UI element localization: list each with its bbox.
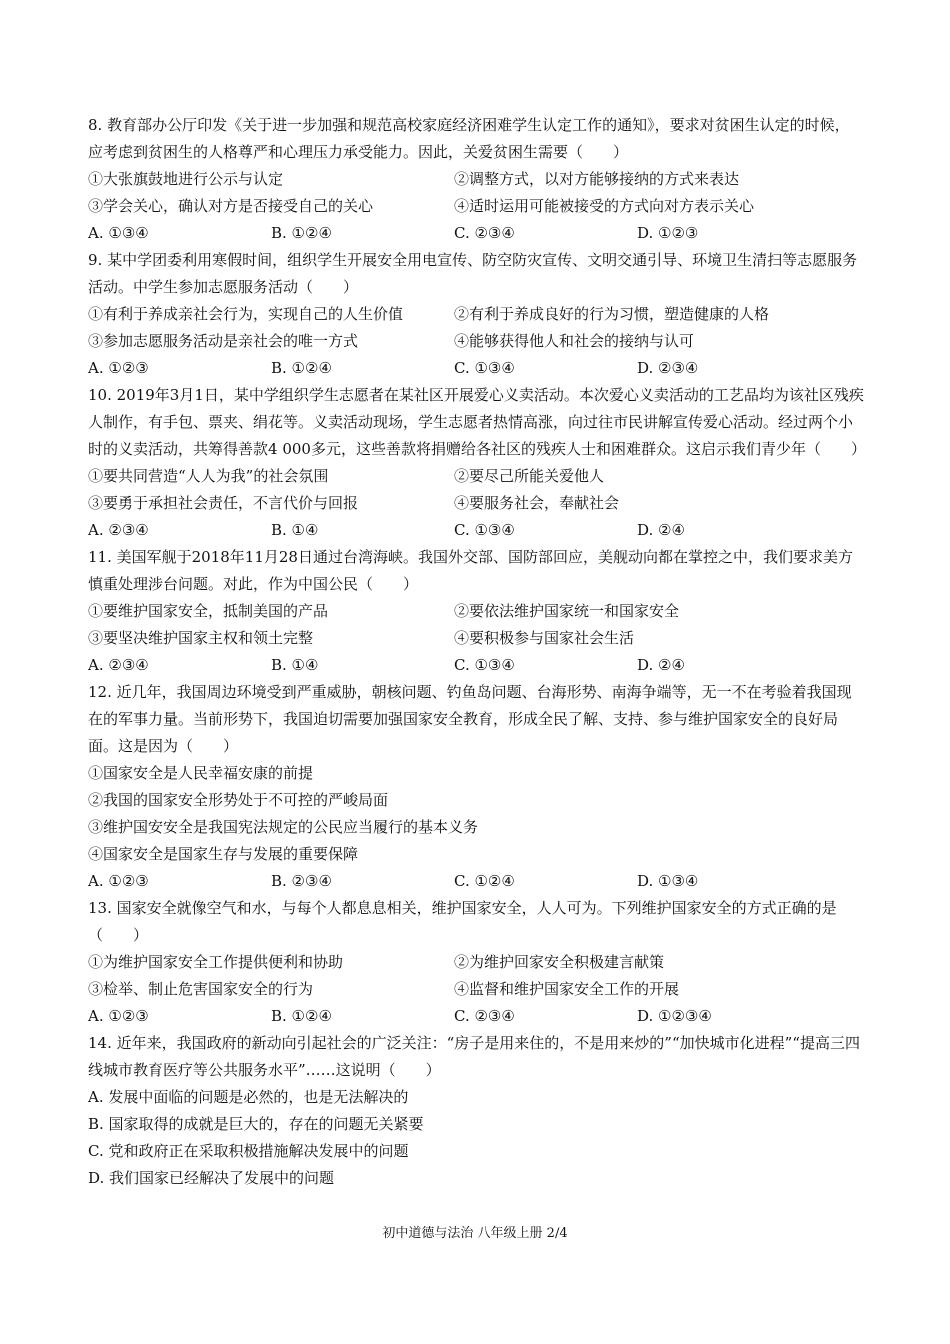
option-b[interactable]: B. ①②④ (271, 224, 332, 242)
statement-item: ④国家安全是国家生存与发展的重要保障 (88, 845, 359, 863)
statement-item: ③要坚决维护国家主权和领土完整 (88, 629, 314, 647)
option-c[interactable]: C. 党和政府正在采取积极措施解决发展中的问题 (88, 1142, 409, 1160)
option-row (88, 1003, 864, 1030)
statement-item: ①大张旗鼓地进行公示与认定 (88, 170, 284, 188)
question-stem: 9. 某中学团委利用寒假时间，组织学生开展安全用电宣传、防空防灾宣传、文明交通引导、环境卫生清扫等志愿服务活动。中学生参加志愿服务活动（ ） (88, 251, 858, 296)
option-d[interactable]: D. ②③④ (637, 359, 699, 377)
page-footer: 初中道德与法治 八年级上册 2/4 (382, 1226, 568, 1241)
option-c[interactable]: C. ①③④ (454, 521, 515, 539)
option-a[interactable]: A. ①③④ (88, 224, 149, 242)
option-d[interactable]: D. 我们国家已经解决了发展中的问题 (88, 1169, 335, 1187)
option-row (88, 355, 864, 382)
option-c[interactable]: C. ①③④ (454, 656, 515, 674)
option-b[interactable]: B. ①②④ (271, 359, 332, 377)
statement-item: ①要共同营造“人人为我”的社会氛围 (88, 467, 329, 485)
statement-row (88, 301, 864, 328)
question-14 (88, 1030, 864, 1192)
option-c[interactable]: C. ②③④ (454, 224, 515, 242)
statement-item: ②我国的国家安全形势处于不可控的严峻局面 (88, 791, 389, 809)
statement-row (88, 328, 864, 355)
option-a[interactable]: A. ②③④ (88, 521, 149, 539)
option-d[interactable]: D. ②④ (637, 656, 685, 674)
statement-row (88, 949, 864, 976)
statement-item: ②要依法维护国家统一和国家安全 (454, 602, 680, 620)
question-12 (88, 679, 864, 895)
statement-item: ③参加志愿服务活动是亲社会的唯一方式 (88, 332, 359, 350)
option-d[interactable]: D. ②④ (637, 521, 685, 539)
statement-item: ④要积极参与国家社会生活 (454, 629, 635, 647)
question-11 (88, 544, 864, 679)
option-d[interactable]: D. ①③④ (637, 872, 699, 890)
question-stem: 10. 2019年3月1日，某中学组织学生志愿者在某社区开展爱心义卖活动。本次爱心义卖活动的工艺品均为该社区残疾人制作，有手包、票夹、绢花等。义卖活动现场，学生志愿者热情高涨，向过往市民讲解宣传爱心活动。经过两个小时的义卖活动，共筹得善款4 000多元，这些善款将捐赠给各社区的残疾人士和困难群众。这启示我们青少年（ ） (88, 386, 866, 458)
statement-row (88, 598, 864, 625)
statement-item: ①要维护国家安全，抵制美国的产品 (88, 602, 329, 620)
option-row (88, 652, 864, 679)
option-row (88, 868, 864, 895)
option-d[interactable]: D. ①②③④ (637, 1007, 712, 1025)
option-b[interactable]: B. ①④ (271, 656, 319, 674)
statement-item: ②为维护回家安全积极建言献策 (454, 953, 665, 971)
question-stem: 11. 美国军舰于2018年11月28日通过台湾海峡。我国外交部、国防部回应，美舰动向都在掌控之中，我们要求美方慎重处理涉台问题。对此，作为中国公民（ ） (88, 548, 853, 593)
question-8 (88, 112, 864, 247)
option-a[interactable]: A. ②③④ (88, 656, 149, 674)
statement-item: ①有利于养成亲社会行为，实现自己的人生价值 (88, 305, 404, 323)
option-c[interactable]: C. ①②④ (454, 872, 515, 890)
option-a[interactable]: A. 发展中面临的问题是必然的，也是无法解决的 (88, 1088, 409, 1106)
question-stem: 12. 近几年，我国周边环境受到严重威胁，朝核问题、钓鱼岛问题、台海形势、南海争端等，无一不在考验着我国现在的军事力量。当前形势下，我国迫切需要加强国家安全教育，形成全民了解、支持、参与维护国家安全的良好局面。这是因为（ ） (88, 683, 852, 755)
statement-item: ③要勇于承担社会责任，不言代价与回报 (88, 494, 359, 512)
statement-row (88, 166, 864, 193)
option-b[interactable]: B. ②③④ (271, 872, 332, 890)
statement-item: ②调整方式，以对方能够接纳的方式来表达 (454, 170, 740, 188)
statement-row (88, 193, 864, 220)
option-b[interactable]: B. 国家取得的成就是巨大的，存在的问题无关紧要 (88, 1115, 424, 1133)
option-b[interactable]: B. ①②④ (271, 1007, 332, 1025)
option-a[interactable]: A. ①②③ (88, 1007, 149, 1025)
statement-item: ①为维护国家安全工作提供便利和协助 (88, 953, 344, 971)
question-13 (88, 895, 864, 1030)
statement-item: ③学会关心，确认对方是否接受自己的关心 (88, 197, 374, 215)
question-stem: 14. 近年来，我国政府的新动向引起社会的广泛关注：“房子是用来住的，不是用来炒的”“加快城市化进程”“提高三四线城市教育医疗等公共服务水平”……这说明（ ） (88, 1034, 860, 1079)
statement-row (88, 490, 864, 517)
option-a[interactable]: A. ①②③ (88, 872, 149, 890)
statement-row (88, 463, 864, 490)
statement-item: ④适时运用可能被接受的方式向对方表示关心 (454, 197, 755, 215)
option-c[interactable]: C. ②③④ (454, 1007, 515, 1025)
statement-row (88, 625, 864, 652)
exam-page (88, 112, 864, 1192)
statement-item: ②有利于养成良好的行为习惯，塑造健康的人格 (454, 305, 770, 323)
statement-item: ④监督和维护国家安全工作的开展 (454, 980, 680, 998)
statement-item: ③检举、制止危害国家安全的行为 (88, 980, 314, 998)
statement-row (88, 976, 864, 1003)
statement-item: ①国家安全是人民幸福安康的前提 (88, 764, 314, 782)
question-stem: 13. 国家安全就像空气和水，与每个人都息息相关，维护国家安全，人人可为。下列维护国家安全的方式正确的是（ ） (88, 899, 837, 944)
option-row (88, 220, 864, 247)
question-9 (88, 247, 864, 382)
option-d[interactable]: D. ①②③ (637, 224, 699, 242)
option-c[interactable]: C. ①③④ (454, 359, 515, 377)
statement-item: ③维护国安安全是我国宪法规定的公民应当履行的基本义务 (88, 818, 479, 836)
option-a[interactable]: A. ①②③ (88, 359, 149, 377)
statement-item: ②要尽己所能关爱他人 (454, 467, 605, 485)
option-row (88, 517, 864, 544)
statement-item: ④要服务社会，奉献社会 (454, 494, 620, 512)
question-stem: 8. 教育部办公厅印发《关于进一步加强和规范高校家庭经济困难学生认定工作的通知》，要求对贫困生认定的时候，应考虑到贫困生的人格尊严和心理压力承受能力。因此，关爱贫困生需要（ ） (88, 116, 850, 161)
question-10 (88, 382, 864, 544)
statement-item: ④能够获得他人和社会的接纳与认可 (454, 332, 695, 350)
option-b[interactable]: B. ①④ (271, 521, 319, 539)
